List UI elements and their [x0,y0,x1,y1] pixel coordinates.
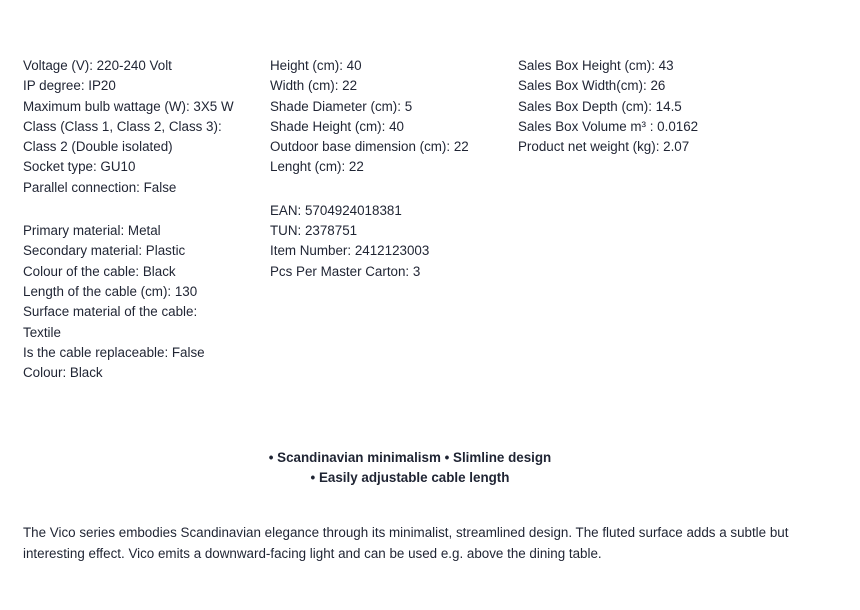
spec-sales-box-depth: Sales Box Depth (cm): 14.5 [518,98,682,114]
spec-length: Lenght (cm): 22 [270,159,364,175]
spec-tun: TUN: 2378751 [270,223,358,239]
spec-shade-diameter: Shade Diameter (cm): 5 [270,98,413,114]
spec-outdoor-base-dimension: Outdoor base dimension (cm): 22 [270,139,469,155]
spec-sales-box-height: Sales Box Height (cm): 43 [518,58,674,73]
spec-sales-box-width: Sales Box Width(cm): 26 [518,78,666,94]
spec-sales-box-volume: Sales Box Volume m³ : 0.0162 [518,118,699,134]
spec-ean: EAN: 5704924018381 [270,202,402,218]
highlight-line-1: • Scandinavian minimalism • Slimline design [268,450,552,465]
spec-secondary-material: Secondary material: Plastic [23,243,186,259]
spec-column-dimensions [270,56,500,282]
spec-column-packaging [518,56,748,157]
spec-ip-degree: IP degree: IP20 [23,78,116,94]
spec-cable-surface-material: Surface material of the cable: Textile [23,304,198,340]
spacer [270,178,500,201]
spec-column-electrical [23,56,238,383]
spec-voltage: Voltage (V): 220-240 Volt [23,58,172,73]
spacer [23,198,238,221]
spec-parallel-connection: Parallel connection: False [23,179,177,195]
spec-colour: Colour: Black [23,365,103,381]
spec-max-bulb-wattage: Maximum bulb wattage (W): 3X5 W [23,98,234,114]
spec-pcs-per-master-carton: Pcs Per Master Carton: 3 [270,263,421,279]
spec-item-number: Item Number: 2412123003 [270,243,430,259]
spec-cable-replaceable: Is the cable replaceable: False [23,344,205,360]
spec-height: Height (cm): 40 [270,58,362,73]
spec-socket-type: Socket type: GU10 [23,159,136,175]
product-highlights [0,448,820,488]
spec-class: Class (Class 1, Class 2, Class 3): Class 2 (Double isolated) [23,118,222,155]
highlight-line-2: • Easily adjustable cable length [310,470,510,485]
spec-shade-height: Shade Height (cm): 40 [270,118,404,134]
spec-product-net-weight: Product net weight (kg): 2.07 [518,139,690,155]
spec-cable-colour: Colour of the cable: Black [23,263,176,279]
spec-primary-material: Primary material: Metal [23,223,161,239]
spec-cable-length: Length of the cable (cm): 130 [23,283,198,299]
spec-width: Width (cm): 22 [270,78,358,94]
product-description: The Vico series embodies Scandinavian elegance through its minimalist, streamlined design. The fluted surface adds a subtle but interesting effect. Vico emits a downward-facing light and can be used e.g. above the dining table. [23,525,789,561]
